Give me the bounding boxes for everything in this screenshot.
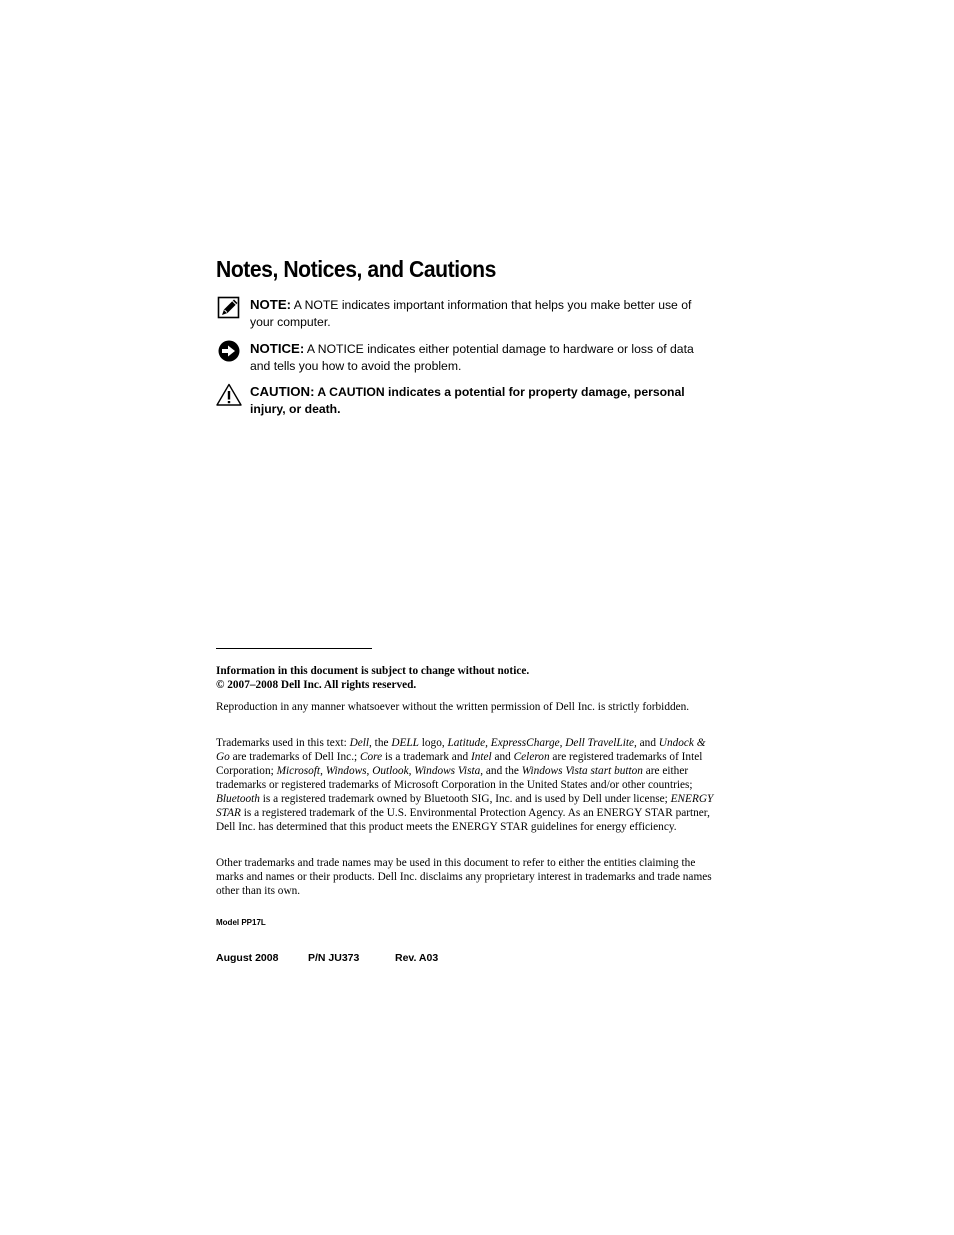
separator-rule: [216, 648, 372, 649]
tm-text: are either trademarks or registered trademarks of Microsoft Corporation in the United States and/or other countries;: [216, 765, 693, 791]
tm-italic: Dell: [349, 737, 370, 749]
reproduction-paragraph: [216, 700, 716, 714]
note-text: A NOTE indicates important information that helps you make better use of your computer.: [250, 298, 692, 329]
trademarks-paragraph: [216, 736, 716, 834]
tm-text: Trademarks used in this text:: [216, 737, 350, 749]
tm-italic: Core: [359, 751, 383, 763]
notice-arrow-icon: [216, 340, 242, 364]
tm-text: and: [491, 751, 514, 763]
tm-italic: Intel: [470, 751, 492, 763]
tm-text: is a registered trademark of the U.S. Environmental Protection Agency. As an ENERGY STAR partner, Dell Inc. has determined that this product meets the ENERGY STAR guidelines for energy efficiency.: [216, 807, 710, 833]
note-label: NOTE:: [250, 297, 292, 312]
tm-text: is a trademark and: [382, 751, 471, 763]
legal-notice: [216, 664, 716, 692]
caution-block: [216, 383, 716, 418]
copyright: © 2007–2008 Dell Inc. All rights reserved.: [216, 679, 417, 691]
caution-triangle-icon: [216, 383, 242, 407]
tm-italic: ENERGY STAR: [216, 793, 714, 819]
tm-italic: DELL: [391, 737, 419, 749]
tm-text: are trademarks of Dell Inc.;: [229, 751, 360, 763]
tm-text: are registered trademarks of Intel Corporation;: [216, 751, 703, 777]
other-trademarks-paragraph: [216, 856, 716, 898]
tm-text: , and the: [480, 765, 522, 777]
tm-text: ,: [320, 765, 326, 777]
tm-italic: Bluetooth: [216, 793, 260, 805]
tm-text: ,: [366, 765, 373, 777]
tm-text: is a registered trademark owned by Bluetooth SIG, Inc. and is used by Dell under license;: [259, 793, 671, 805]
tm-italic: Celeron: [513, 751, 550, 763]
tm-italic: Latitude, ExpressCharge, Dell TravelLite,: [447, 737, 637, 749]
reproduction-text: Reproduction in any manner whatsoever without the written permission of Dell Inc. is strictly forbidden.: [216, 701, 690, 713]
tm-text: and: [636, 737, 659, 749]
caution-label: CAUTION:: [250, 384, 315, 399]
page-title: Notes, Notices, and Cautions: [216, 256, 496, 282]
tm-italic: Windows: [325, 765, 367, 777]
notice-block: [216, 340, 716, 375]
publication-date: August 2008: [216, 952, 279, 964]
model-number: Model PP17L: [216, 918, 266, 927]
note-block: [216, 296, 716, 331]
part-number: P/N JU373: [308, 952, 360, 964]
caution-text: A CAUTION indicates a potential for property damage, personal injury, or death.: [250, 385, 685, 416]
tm-italic: Outlook, Windows Vista: [372, 765, 481, 777]
notice-text: A NOTICE indicates either potential damage to hardware or loss of data and tells you how to avoid the problem.: [250, 342, 694, 373]
tm-italic: Windows Vista start button: [521, 765, 643, 777]
notice-label: NOTICE:: [250, 341, 305, 356]
revision: Rev. A03: [395, 952, 439, 964]
change-notice: Information in this document is subject to change without notice.: [216, 665, 530, 677]
tm-italic: Undock & Go: [216, 737, 706, 763]
tm-italic: Microsoft: [276, 765, 321, 777]
note-pencil-icon: [216, 296, 242, 320]
other-trademarks-text: Other trademarks and trade names may be used in this document to refer to either the entities claiming the marks and names or their products. Dell Inc. disclaims any proprietary interest in trademarks and trade names other than its own.: [216, 857, 712, 897]
tm-text: logo,: [418, 737, 448, 749]
tm-text: , the: [369, 737, 392, 749]
publication-footer: [216, 952, 438, 964]
